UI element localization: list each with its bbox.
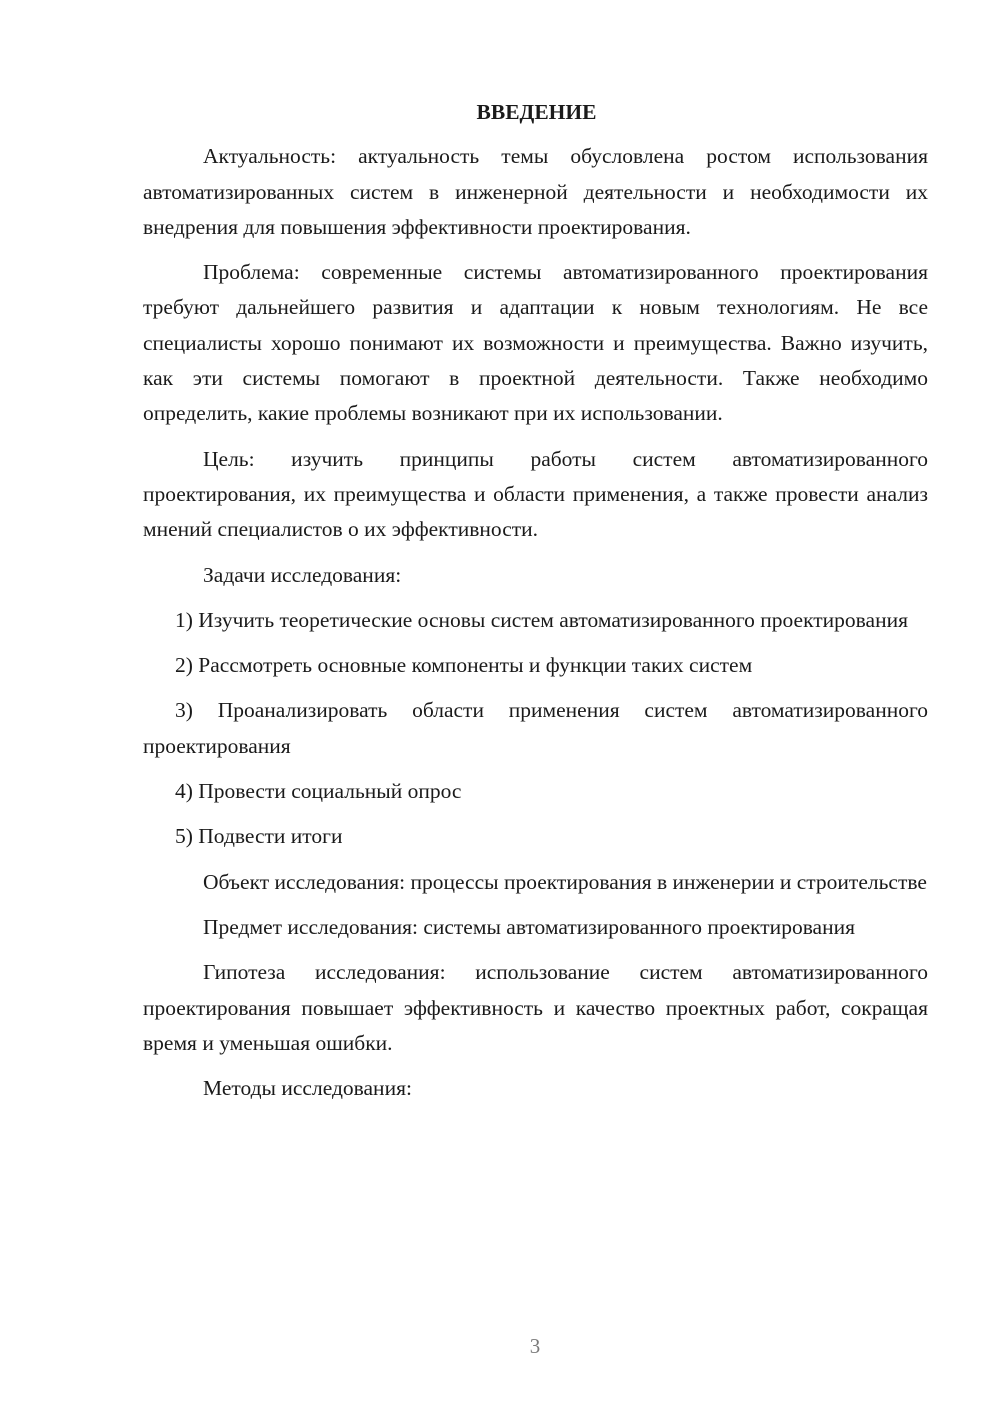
paragraph-tasks-intro: Задачи исследования: (203, 562, 402, 587)
paragraph-hypothesis: Гипотеза исследования: использование систем автоматизированного проектирования повышает эффективность и качество проектных работ, сокращая время и уменьшая ошибки. (143, 960, 928, 1055)
paragraph-subject: Предмет исследования: системы автоматизированного проектирования (203, 914, 856, 939)
paragraph-methods: Методы исследования: (203, 1076, 412, 1101)
list-item: 4) Провести социальный опрос (175, 779, 462, 804)
list-item: 1) Изучить теоретические основы систем автоматизированного проектирования (175, 607, 908, 632)
paragraph-relevance: Актуальность: актуальность темы обусловлена ростом использования автоматизированных систем в инженерной деятельности и необходимости их внедрения для повышения эффективности проектирования. (143, 144, 928, 239)
page-content (143, 95, 928, 1106)
paragraph-problem: Проблема: современные системы автоматизированного проектирования требуют дальнейшего развития и адаптации к новым технологиям. Не все специалисты хорошо понимают их возможности и преимущества. Важно изучить, как эти системы помогают в проектной деятельности. Также необходимо определить, какие проблемы возникают при их использовании. (143, 260, 928, 426)
page-number: 3 (529, 1334, 541, 1358)
list-item: 2) Рассмотреть основные компоненты и функции таких систем (175, 653, 753, 678)
list-item: 3) Проанализировать области применения систем автоматизированного проектирования (143, 698, 928, 758)
paragraph-object: Объект исследования: процессы проектирования в инженерии и строительстве (203, 869, 927, 894)
section-heading: ВВЕДЕНИЕ (476, 100, 597, 124)
tasks-list (143, 603, 928, 855)
paragraph-goal: Цель: изучить принципы работы систем автоматизированного проектирования, их преимущества и области применения, а также провести анализ мнений специалистов о их эффективности. (143, 446, 928, 542)
list-item: 5) Подвести итоги (175, 824, 343, 849)
